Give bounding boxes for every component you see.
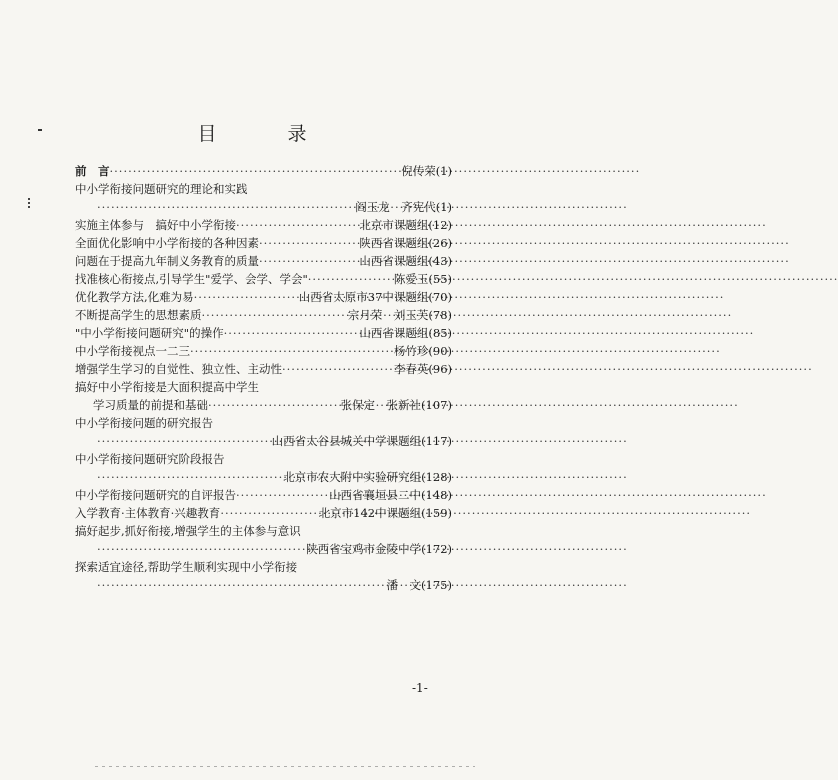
toc-entry[interactable]: [75, 360, 452, 378]
entry-title: 搞好中小学衔接是大面积提高中学生: [75, 380, 259, 394]
dot-leader: [259, 234, 359, 252]
entry-author-page: 潘 文(175): [386, 578, 452, 592]
toc-entry[interactable]: [75, 450, 452, 486]
entry-author-page: 宗月荣 刘玉芙(78): [347, 308, 452, 322]
toc-line: [75, 252, 452, 270]
toc-line: [75, 432, 452, 450]
entry-author-page: 陕西省宝鸡市金陵中学(172): [306, 542, 452, 556]
entry-author-page: 张保定 张新社(107): [340, 398, 452, 412]
entry-title: 全面优化影响中小学衔接的各种因素: [75, 236, 259, 250]
toc-entry[interactable]: [75, 234, 452, 252]
entry-title: 前 言: [75, 164, 110, 178]
entry-author-page: 山西省课题组(85): [359, 326, 452, 340]
dot-leader: [194, 288, 299, 306]
entry-author-page: 李春英(96): [393, 362, 452, 376]
entry-author-page: 杨竹珍(90): [393, 344, 452, 358]
toc-line: [75, 576, 452, 594]
toc-entry[interactable]: [75, 378, 452, 414]
toc-line: [75, 414, 452, 432]
toc-line: [75, 288, 452, 306]
toc-entry[interactable]: [75, 306, 452, 324]
entry-title: 探索适宜途径,帮助学生顺利实现中小学衔接: [75, 560, 298, 574]
toc-line: [75, 486, 452, 504]
toc-line: [75, 504, 452, 522]
entry-author-page: 倪传荣(1): [401, 164, 452, 178]
entry-title: 问题在于提高九年制义务教育的质量: [75, 254, 259, 268]
toc-line: [75, 396, 452, 414]
toc-entry[interactable]: [75, 324, 452, 342]
entry-author-page: 山西省襄垣县二中(148): [329, 488, 452, 502]
toc-line: [75, 378, 452, 396]
dot-leader: [236, 216, 359, 234]
entry-title: 实施主体参与 搞好中小学衔接: [75, 218, 236, 232]
toc-entry[interactable]: [75, 342, 452, 360]
dot-leader: [224, 324, 360, 342]
toc-line: [75, 234, 452, 252]
entry-title: 中小学衔接问题研究阶段报告: [75, 452, 225, 466]
toc-entry[interactable]: [75, 252, 452, 270]
dot-leader: [97, 432, 272, 450]
toc-entry[interactable]: [75, 288, 452, 306]
toc-line: [75, 360, 452, 378]
entry-title: 中小学衔接问题研究的自评报告: [75, 488, 236, 502]
toc-line: [75, 540, 452, 558]
dot-leader: [97, 576, 387, 594]
entry-author-page: 陕西省课题组(26): [359, 236, 452, 250]
scan-edge-line: [95, 766, 475, 767]
entry-author-page: 北京市农大附中实验研究组(128): [283, 470, 452, 484]
page-number: -1-: [412, 681, 428, 695]
entry-title: "中小学衔接问题研究"的操作: [75, 326, 224, 340]
toc-entry[interactable]: [75, 162, 452, 180]
dot-leader: [236, 486, 329, 504]
entry-title: 搞好起步,抓好衔接,增强学生的主体参与意识: [75, 524, 301, 538]
dot-leader: [208, 396, 341, 414]
entry-title: 中小学衔接问题研究的理论和实践: [75, 182, 248, 196]
dot-leader: [220, 504, 318, 522]
entry-author-page: 阎玉龙 齐宪代(1): [355, 200, 452, 214]
toc-line: [75, 216, 452, 234]
toc-entry[interactable]: [75, 414, 452, 450]
entry-author-page: 山西省课题组(43): [359, 254, 452, 268]
dot-leader: [282, 360, 394, 378]
dot-leader: [308, 270, 394, 288]
entry-title: 中小学衔接问题的研究报告: [75, 416, 213, 430]
toc-entry[interactable]: [75, 558, 452, 594]
entry-title: 找准核心衔接点,引导学生"爱学、会学、学会": [75, 272, 308, 286]
dot-leader: [259, 252, 359, 270]
entry-title: 入学教育·主体教育·兴趣教育: [75, 506, 221, 520]
entry-author-page: 北京市142中课题组(159): [318, 506, 452, 520]
dot-leader: [97, 468, 283, 486]
toc-entry[interactable]: [75, 270, 452, 288]
toc-line: [75, 180, 452, 198]
entry-title: 学习质量的前提和基础: [93, 398, 208, 412]
toc-line: [75, 522, 452, 540]
toc-entry[interactable]: [75, 180, 452, 216]
entry-title: 不断提高学生的思想素质: [75, 308, 202, 322]
toc-line: [75, 468, 452, 486]
toc-entry[interactable]: [75, 486, 452, 504]
entry-title: 优化教学方法,化难为易: [75, 290, 194, 304]
toc-line: [75, 324, 452, 342]
dot-leader: [190, 342, 394, 360]
toc-entry[interactable]: [75, 504, 452, 522]
dot-leader: [97, 540, 306, 558]
toc-line: [75, 342, 452, 360]
toc-line: [75, 162, 452, 180]
table-of-contents: [75, 162, 452, 594]
dot-leader: [97, 198, 355, 216]
page-title: 目 录: [197, 123, 333, 145]
entry-author-page: 北京市课题组(12): [359, 218, 452, 232]
dot-leader: [202, 306, 348, 324]
entry-title: 中小学衔接视点一二三: [75, 344, 190, 358]
toc-line: [75, 558, 452, 576]
entry-title: 增强学生学习的自觉性、独立性、主动性: [75, 362, 282, 376]
toc-entry[interactable]: [75, 216, 452, 234]
toc-line: [75, 270, 452, 288]
entry-author-page: 山西省太原市37中课题组(70): [298, 290, 452, 304]
toc-line: [75, 306, 452, 324]
toc-line: [75, 450, 452, 468]
scan-speck: [28, 198, 30, 208]
dot-leader: [110, 162, 402, 180]
toc-line: [75, 198, 452, 216]
entry-author-page: 山西省太谷县城关中学课题组(117): [271, 434, 452, 448]
entry-author-page: 陈爱玉(55): [393, 272, 452, 286]
toc-entry[interactable]: [75, 522, 452, 558]
